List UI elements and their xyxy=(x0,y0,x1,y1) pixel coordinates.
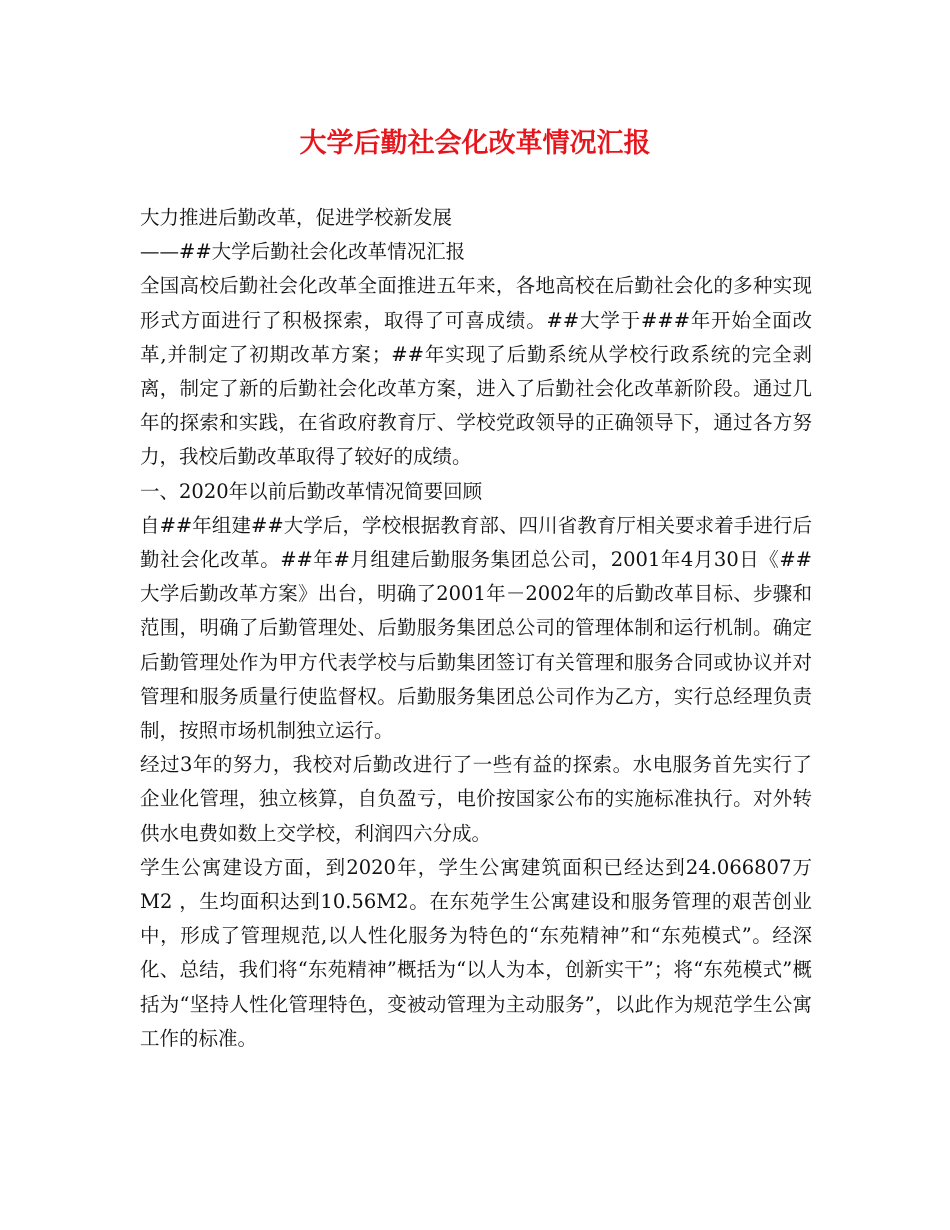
subtitle-source-line: ——##大学后勤社会化改革情况汇报 xyxy=(140,240,466,264)
section-heading: 一、2020年以前后勤改革情况简要回顾 xyxy=(140,479,483,503)
body-paragraph: 自##年组建##大学后，学校根据教育部、四川省教育厅相关要求着手进行后勤社会化改革。##年#月组建后勤服务集团总公司，2001年4月30日《##大学后勤改革方案》出台，明确了2001年－2002年的后勤改革目标、步骤和范围，明确了后勤管理处、后勤服务集团总公司的管理体制和运行机制。确定后勤管理处作为甲方代表学校与后勤集团签订有关管理和服务合同或协议并对管理和服务质量行使监督权。后勤服务集团总公司作为乙方，实行总经理负责制，按照市场机制独立运行。 xyxy=(140,513,812,743)
intro-paragraph: 全国高校后勤社会化改革全面推进五年来，各地高校在后勤社会化的多种实现形式方面进行了积极探索，取得了可喜成绩。##大学于###年开始全面改革,并制定了初期改革方案；##年实现了后勤系统从学校行政系统的完全剥离，制定了新的后勤社会化改革方案，进入了后勤社会化改革新阶段。通过几年的探索和实践，在省政府教育厅、学校党政领导的正确领导下，通过各方努力，我校后勤改革取得了较好的成绩。 xyxy=(140,274,812,469)
body-paragraph: 经过3年的努力，我校对后勤改进行了一些有益的探索。水电服务首先实行了企业化管理，独立核算，自负盈亏，电价按国家公布的实施标准执行。对外转供水电费如数上交学校，利润四六分成。 xyxy=(140,753,812,845)
body-paragraph: 学生公寓建设方面，到2020年，学生公寓建筑面积已经达到24.066807万M2 ，生均面积达到10.56M2。在东苑学生公寓建设和服务管理的艰苦创业中，形成了管理规范,以人性化服务为特色的“东苑精神”和“东苑模式”。经深化、总结，我们将“东苑精神”概括为“以人为本，创新实干”；将“东苑模式”概括为“坚持人性化管理特色，变被动管理为主动服务”，以此作为规范学生公寓工作的标准。 xyxy=(140,855,812,1050)
document-body xyxy=(140,201,812,1056)
document-title: 大学后勤社会化改革情况汇报 xyxy=(299,128,651,159)
subtitle-line: 大力推进后勤改革，促进学校新发展 xyxy=(140,206,453,229)
